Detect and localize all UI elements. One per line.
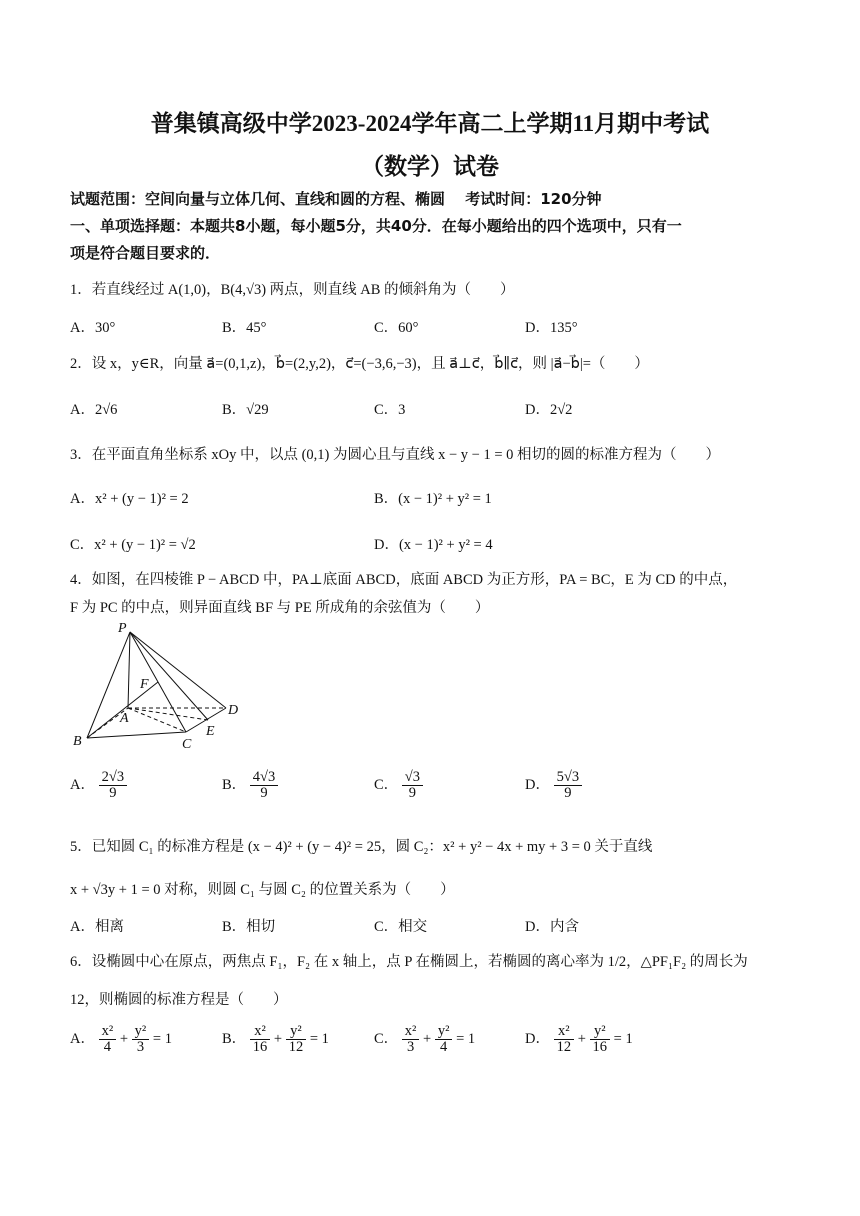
question-4-stem-line2: F 为 PC 的中点，则异面直线 BF 与 PE 所成角的余弦值为（ ） (70, 600, 490, 616)
fraction-denominator: 9 (408, 785, 417, 802)
question-1-option-c: C．60° (374, 320, 419, 336)
label-c: C (182, 737, 192, 752)
question-2-option-c: C．3 (374, 402, 406, 418)
question-2-stem: 2．设 x，y∈R，向量 a⃗=(0,1,z)，b⃗=(2,y,2)，c⃗=(−3,6,−3)，且 a⃗⊥c⃗，b⃗∥c⃗，则 |a⃗−b⃗|=（ ） (70, 356, 649, 372)
question-2-option-a: A．2√6 (70, 402, 118, 418)
exam-subtitle: （数学）试卷 (361, 154, 499, 179)
fraction-denominator: 4 (440, 1039, 448, 1056)
label-e: E (206, 724, 215, 739)
option-label: D． (525, 777, 550, 794)
question-5-option-c: C．相交 (374, 919, 428, 935)
question-1-stem: 1．若直线经过 A(1,0)，B(4,√3) 两点，则直线 AB 的倾斜角为（ ） (70, 282, 515, 298)
question-6-option-b: B． $\frac{\text{x²}}{16}$ + $\frac{\text{y²}}{12}$ = 1 (222, 1023, 329, 1056)
fraction-denominator: 3 (136, 1039, 145, 1056)
question-1-option-d: D．135° (525, 320, 578, 336)
question-6-option-c: C． $\frac{\text{x²}}{3}$ + $\frac{\text{y²}}{4}$ = 1 (374, 1023, 476, 1056)
fraction-denominator: 4 (103, 1039, 112, 1056)
fraction-numerator: y² (286, 1024, 307, 1040)
label-d: D (228, 703, 239, 718)
edge-ac (128, 708, 186, 732)
fraction-denominator: 12 (556, 1039, 572, 1056)
fraction-denominator: 9 (109, 785, 117, 802)
question-3-stem: 3．在平面直角坐标系 xOy 中，以点 (0,1) 为圆心且与直线 x − y − 1 = 0 相切的圆的标准方程为（ ） (70, 447, 721, 463)
option-label: B． (222, 777, 247, 794)
fraction-numerator: x² (99, 1024, 117, 1040)
edge-pa (128, 632, 130, 708)
question-4-option-c (374, 770, 423, 801)
option-label: A． (70, 1031, 95, 1048)
question-3-option-a: A．x² + (y − 1)² = 2 (70, 491, 189, 507)
question-4-option-a (70, 770, 127, 801)
exam-title: 普集镇高级中学2023-2024学年高二上学期11月期中考试 (150, 111, 710, 136)
section-heading-line2: 项是符合题目要求的． (70, 244, 221, 262)
fraction-numerator: x² (250, 1024, 271, 1040)
pyramid-figure (68, 618, 258, 757)
question-3-option-c: C．x² + (y − 1)² = √2 (70, 537, 196, 553)
fraction-denominator: 16 (252, 1039, 268, 1056)
question-3-option-b: B．(x − 1)² + y² = 1 (374, 491, 492, 507)
section-heading-line1: 一、单项选择题：本题共8小题，每小题5分，共40分．在每小题给出的四个选项中，只有一 (70, 217, 682, 235)
question-5-stem-line2: x + √3y + 1 = 0 对称，则圆 C₁ 与圆 C₂ 的位置关系为（ ） (70, 882, 455, 898)
label-f: F (140, 677, 149, 692)
fraction-numerator: 4√3 (250, 770, 278, 786)
question-3-option-d: D．(x − 1)² + y² = 4 (374, 537, 493, 553)
option-label: A． (70, 777, 95, 794)
option-label: D． (525, 1031, 550, 1048)
question-2-option-d: D．2√2 (525, 402, 573, 418)
question-5-option-a: A．相离 (70, 919, 124, 935)
fraction-numerator: 5√3 (554, 770, 582, 786)
segment-ae (128, 708, 208, 720)
fraction-denominator: 12 (288, 1039, 304, 1056)
fraction-denominator: 9 (564, 785, 572, 802)
question-1-option-a: A．30° (70, 320, 116, 336)
segment-pe (130, 632, 208, 720)
question-1-option-b: B．45° (222, 320, 267, 336)
label-b: B (73, 734, 82, 749)
pyramid-diagram (68, 618, 258, 753)
fraction-numerator: x² (554, 1024, 575, 1040)
question-4-stem-line1: 4．如图，在四棱锥 P − ABCD 中，PA⊥底面 ABCD，底面 ABCD 为正方形，PA = BC，E 为 CD 的中点， (70, 572, 738, 588)
fraction-numerator: 2√3 (99, 770, 127, 786)
option-label: C． (374, 777, 399, 794)
fraction-numerator: y² (435, 1024, 453, 1040)
question-4-option-b (222, 770, 278, 801)
question-6-option-d: D． $\frac{\text{x²}}{12}$ + $\frac{\text{y²}}{16}$ = 1 (525, 1023, 633, 1056)
fraction-numerator: x² (402, 1024, 420, 1040)
question-5-option-d: D．内含 (525, 919, 579, 935)
label-a: A (120, 711, 129, 726)
option-label: C． (374, 1031, 399, 1048)
question-6-option-a: A． $\frac{\text{x²}}{4}$ + $\frac{\text{y²}}{3}$ = 1 (70, 1023, 172, 1056)
scope-line: 试题范围：空间向量与立体几何、直线和圆的方程、椭圆 考试时间：120分钟 (70, 190, 602, 208)
fraction-numerator: √3 (402, 770, 423, 786)
edge-bc (87, 732, 186, 738)
question-4-option-d (525, 770, 582, 801)
fraction-denominator: 16 (592, 1039, 608, 1056)
fraction-denominator: 3 (406, 1039, 415, 1056)
question-2-option-b: B．√29 (222, 402, 269, 418)
fraction-numerator: y² (132, 1024, 150, 1040)
question-5-stem-line1: 5．已知圆 C₁ 的标准方程是 (x − 4)² + (y − 4)² = 25，圆 C₂：x² + y² − 4x + my + 3 = 0 关于直线 (70, 839, 653, 855)
question-6-stem-line2: 12，则椭圆的标准方程是（ ） (70, 992, 288, 1008)
fraction-denominator: 9 (260, 785, 268, 802)
option-label: B． (222, 1031, 247, 1048)
fraction-numerator: y² (590, 1024, 611, 1040)
label-p: P (118, 621, 127, 636)
edge-pc (130, 632, 186, 732)
question-5-option-b: B．相切 (222, 919, 276, 935)
edge-pd (130, 632, 226, 708)
question-6-stem-line1: 6．设椭圆中心在原点，两焦点 F₁，F₂ 在 x 轴上，点 P 在椭圆上，若椭圆的离心率为 1/2，△PF₁F₂ 的周长为 (70, 954, 748, 970)
